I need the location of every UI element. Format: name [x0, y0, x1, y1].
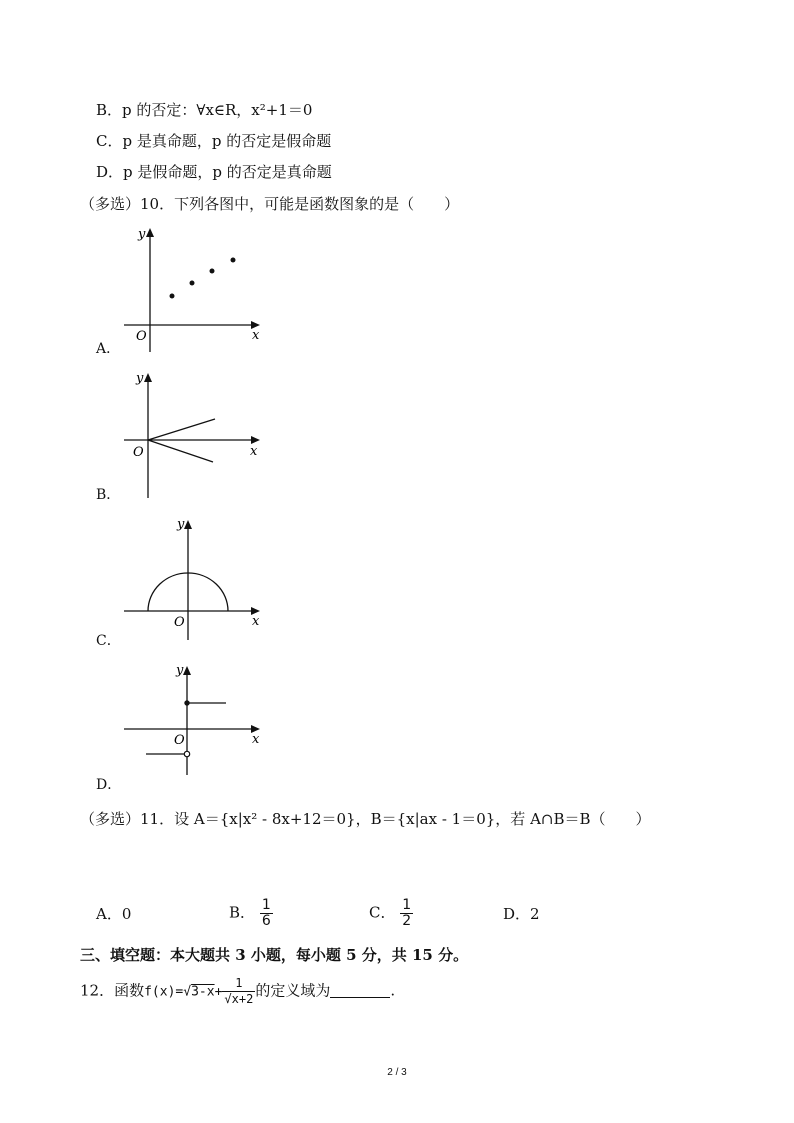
q11-option-a [96, 904, 131, 924]
q12-end: . [390, 981, 396, 1000]
q10-figure-a [96, 220, 296, 360]
graph-c [96, 512, 296, 652]
graph-a [96, 220, 296, 360]
q11-option-b-numerator: 1 [261, 897, 271, 913]
q11-stem [80, 809, 651, 829]
q9-option-d [96, 162, 332, 182]
q11-option-c [369, 898, 413, 929]
graph-a-point [210, 269, 215, 274]
q9-option-b-text: p 的否定：∀x∈R，x²+1＝0 [122, 101, 313, 119]
q11-option-b-denominator: 6 [261, 913, 271, 929]
graph-b-origin-label: O [133, 445, 144, 460]
graph-c-y-label: y [177, 517, 185, 532]
graph-a-origin-label: O [136, 329, 147, 344]
q10-option-b-label: B． [96, 487, 121, 503]
q12-frac-numerator: 1 [222, 976, 255, 992]
q12-number: 12． [80, 981, 115, 1000]
q12-answer-blank[interactable] [330, 983, 390, 998]
graph-b-x-label: x [250, 444, 258, 459]
q11-option-b-label: B． [229, 903, 256, 922]
q11-option-c-fraction [400, 898, 413, 929]
graph-a-point [231, 258, 236, 263]
graph-b-lower-ray [148, 440, 213, 462]
q9-option-b-label: B． [96, 101, 123, 119]
page-number: 2 / 3 [387, 1067, 407, 1078]
q11-tag: （多选） [80, 810, 141, 828]
q12-plus: + [214, 984, 223, 1000]
graph-d-open-dot [184, 751, 189, 756]
q11-option-a-value: 0 [121, 905, 132, 923]
q10-text: 下列各图中，可能是函数图象的是（ ） [174, 195, 460, 213]
graph-d-closed-dot [184, 700, 189, 705]
graph-c-x-label: x [252, 614, 260, 629]
graph-b-y-label: y [136, 371, 144, 386]
q11-option-b [229, 898, 273, 929]
q11-number: 11． [140, 810, 175, 828]
q12-sqrt1-radicand: 3-x [191, 984, 215, 1000]
q12-sqrt2-radicand: x+2 [231, 992, 254, 1006]
q9-option-d-text: p 是假命题，p 的否定是真命题 [123, 163, 332, 181]
q11-option-c-label: C． [369, 903, 396, 922]
q9-option-c-text: p 是真命题，p 的否定是假命题 [122, 132, 332, 150]
q12-fraction [222, 976, 255, 1007]
graph-a-point [170, 294, 175, 299]
q9-option-c [96, 131, 331, 151]
graph-c-origin-label: O [174, 615, 185, 630]
q10-number: 10． [140, 195, 175, 213]
q10-figure-c [96, 512, 296, 652]
q10-figure-d [96, 658, 296, 798]
graph-a-point [190, 281, 195, 286]
q12-func-lhs: f(x)= [144, 984, 184, 1000]
graph-b-x-arrow [251, 436, 260, 444]
q12-suffix: 的定义域为 [255, 981, 331, 1000]
graph-d-origin-label: O [174, 733, 185, 748]
graph-d-x-label: x [252, 732, 260, 747]
q10-option-c-label: C． [96, 633, 121, 649]
q11-option-c-numerator: 1 [402, 897, 412, 913]
graph-b-y-arrow [144, 373, 152, 382]
q9-option-d-label: D． [96, 163, 124, 181]
q10-tag: （多选） [80, 195, 141, 213]
q11-option-a-label: A． [96, 905, 122, 923]
q10-option-d-label: D． [96, 777, 122, 793]
q12-frac-denominator: √x+2 [224, 992, 254, 1006]
q10-stem [80, 194, 459, 214]
graph-a-y-arrow [146, 228, 154, 237]
graph-b-upper-ray [148, 419, 215, 440]
q12-prefix: 函数 [114, 981, 145, 1000]
graph-b [96, 365, 296, 505]
q9-option-c-label: C． [96, 132, 123, 150]
q12-sqrt1: √3-x [183, 984, 215, 1000]
graph-a-x-label: x [252, 328, 260, 343]
q11-option-c-denominator: 2 [402, 913, 412, 929]
q11-text: 设 A＝{x|x² - 8x+12＝0}，B＝{x|ax - 1＝0}，若 A∩B＝B（ ） [174, 810, 651, 828]
graph-d-y-arrow [183, 666, 191, 675]
q12-stem [80, 976, 395, 1007]
q11-option-d [503, 904, 540, 924]
q10-figure-b [96, 365, 296, 505]
section-3-heading: 三、填空题：本大题共 3 小题，每小题 5 分，共 15 分。 [80, 946, 469, 964]
graph-d [96, 658, 296, 798]
graph-c-y-arrow [184, 520, 192, 529]
q11-option-d-label: D． [503, 905, 531, 923]
graph-a-y-label: y [138, 227, 146, 242]
q11-option-b-fraction [260, 898, 273, 929]
q10-option-a-label: A． [96, 341, 121, 357]
q9-option-b [96, 100, 312, 120]
graph-d-y-label: y [176, 663, 184, 678]
q11-option-d-value: 2 [530, 905, 540, 923]
